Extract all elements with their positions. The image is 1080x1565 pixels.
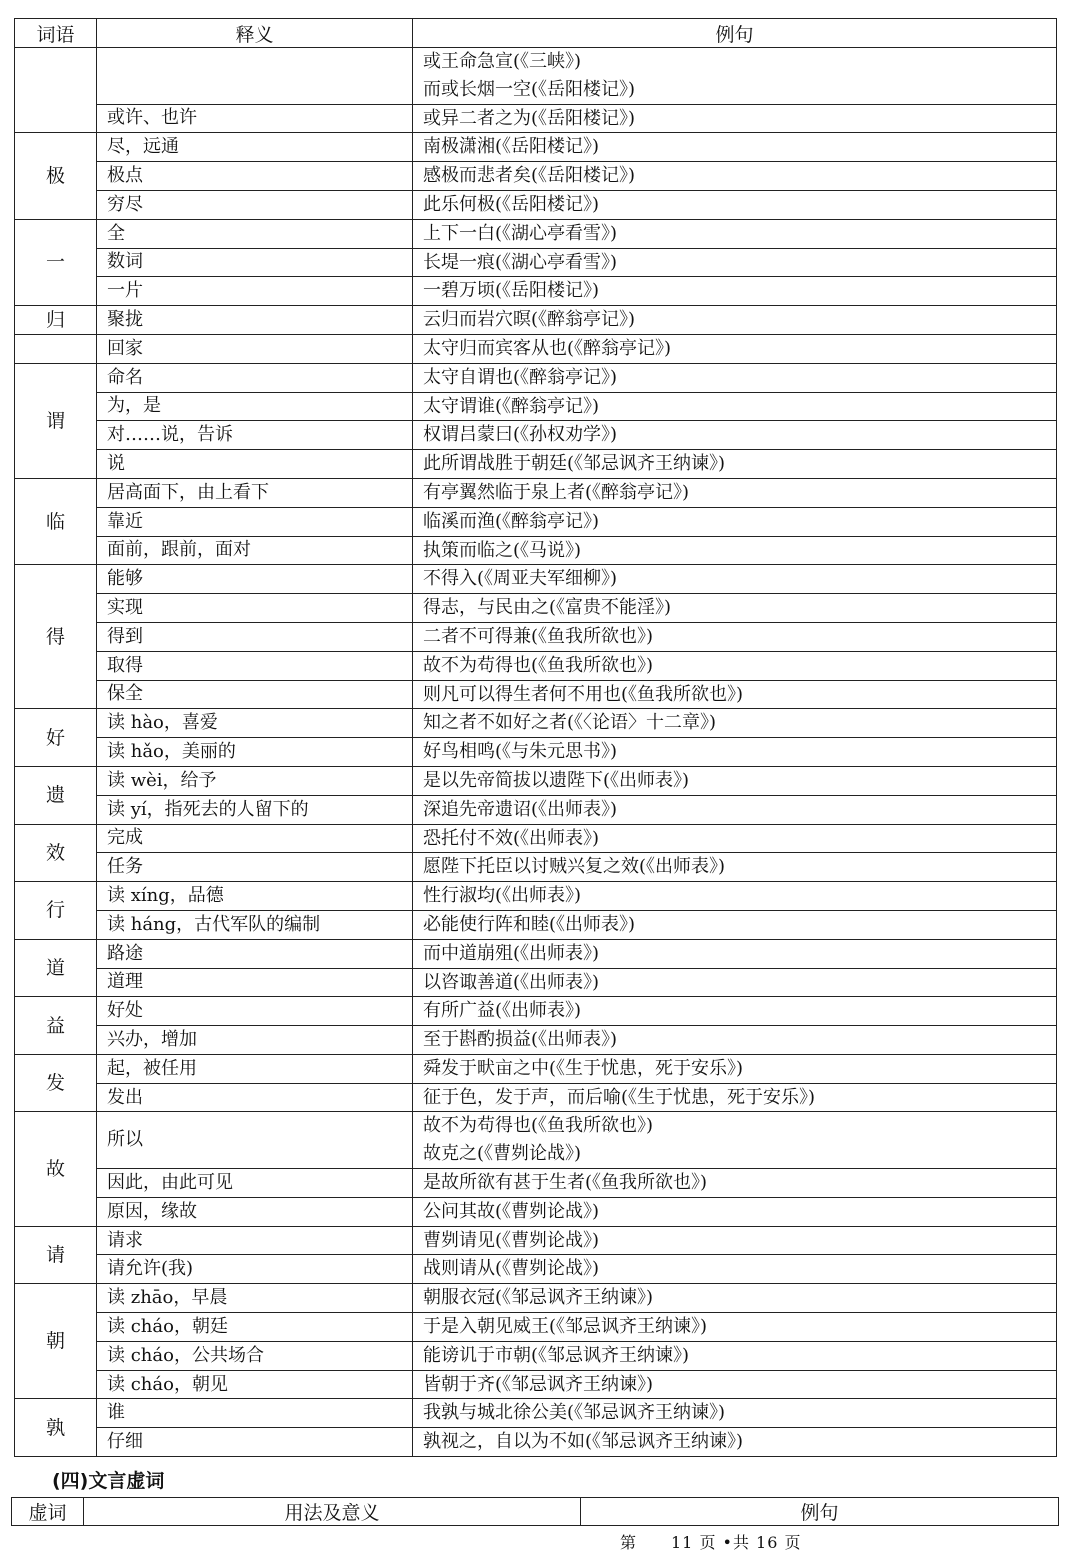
meaning-cell: 居高面下，由上看下 — [97, 478, 413, 507]
example-line: 不得入(《周亚夫军细柳》) — [423, 568, 618, 590]
table-row — [15, 1197, 1057, 1226]
example-line: 感极而悲者矣(《岳阳楼记》) — [423, 165, 636, 187]
meaning-cell: 兴办，增加 — [97, 1026, 413, 1055]
fn-header-word: 虚词 — [12, 1498, 84, 1526]
table-row — [15, 133, 1057, 162]
example-line: 太守归而宾客从也(《醉翁亭记》) — [423, 337, 672, 359]
example-line: 必能使行阵和睦(《出师表》) — [423, 913, 636, 935]
fn-header-example: 例句 — [581, 1498, 1059, 1526]
example-line: 此乐何极(《岳阳楼记》) — [423, 193, 600, 215]
meaning-cell: 起，被任用 — [97, 1054, 413, 1083]
example-cell — [413, 421, 1057, 450]
example-cell — [413, 997, 1057, 1026]
example-line: 皆朝于齐(《邹忌讽齐王纳谏》) — [423, 1373, 654, 1395]
meaning-cell: 读 cháo，朝见 — [97, 1370, 413, 1399]
meaning-cell: 取得 — [97, 651, 413, 680]
example-line: 战则请从(《曹刿论战》) — [423, 1258, 600, 1280]
table-row — [15, 507, 1057, 536]
example-line: 权谓吕蒙曰(《孙权劝学》) — [423, 424, 618, 446]
header-meaning: 释义 — [97, 19, 413, 48]
table-row — [15, 450, 1057, 479]
table-row — [15, 421, 1057, 450]
meaning-cell: 读 wèi，给予 — [97, 766, 413, 795]
word-cell: 临 — [15, 478, 97, 564]
example-cell — [413, 1054, 1057, 1083]
word-cell: 故 — [15, 1112, 97, 1226]
example-cell — [413, 680, 1057, 709]
example-cell — [413, 622, 1057, 651]
table-row — [15, 104, 1057, 133]
example-cell — [413, 1370, 1057, 1399]
fn-header-usage: 用法及意义 — [84, 1498, 581, 1526]
table-row — [15, 910, 1057, 939]
example-line: 南极潇湘(《岳阳楼记》) — [423, 136, 600, 158]
table-row — [15, 853, 1057, 882]
meaning-cell: 得到 — [97, 622, 413, 651]
meaning-cell: 读 hǎo，美丽的 — [97, 738, 413, 767]
example-cell — [413, 392, 1057, 421]
meaning-cell — [97, 48, 413, 105]
example-cell — [413, 450, 1057, 479]
example-cell — [413, 1399, 1057, 1428]
meaning-cell: 仔细 — [97, 1428, 413, 1457]
example-cell — [413, 104, 1057, 133]
table-row — [15, 738, 1057, 767]
example-line: 而或长烟一空(《岳阳楼记》) — [423, 78, 636, 100]
word-cell: 谓 — [15, 363, 97, 478]
example-cell — [413, 766, 1057, 795]
meaning-cell: 请求 — [97, 1226, 413, 1255]
table-row — [15, 392, 1057, 421]
table-row — [15, 709, 1057, 738]
meaning-cell: 读 zhāo，早晨 — [97, 1284, 413, 1313]
example-cell — [413, 1112, 1057, 1169]
word-cell: 益 — [15, 997, 97, 1055]
example-line: 故不为苟得也(《鱼我所欲也》) — [423, 654, 654, 676]
example-line: 深追先帝遗诏(《出师表》) — [423, 798, 618, 820]
meaning-cell: 极点 — [97, 162, 413, 191]
example-line: 公问其故(《曹刿论战》) — [423, 1200, 600, 1222]
meaning-cell: 说 — [97, 450, 413, 479]
example-cell — [413, 306, 1057, 335]
example-cell — [413, 824, 1057, 853]
example-line: 以咨诹善道(《出师表》) — [423, 971, 600, 993]
meaning-cell: 谁 — [97, 1399, 413, 1428]
table-row — [15, 680, 1057, 709]
word-cell: 遗 — [15, 766, 97, 824]
example-cell — [413, 1313, 1057, 1342]
example-line: 故不为苟得也(《鱼我所欲也》) — [423, 1115, 654, 1137]
table-row — [15, 997, 1057, 1026]
meaning-cell: 数词 — [97, 248, 413, 277]
meaning-cell: 读 háng，古代军队的编制 — [97, 910, 413, 939]
example-cell — [413, 248, 1057, 277]
example-cell — [413, 478, 1057, 507]
meaning-cell: 因此，由此可见 — [97, 1169, 413, 1198]
table-row — [15, 594, 1057, 623]
example-cell — [413, 968, 1057, 997]
table-row — [15, 1083, 1057, 1112]
example-cell — [413, 882, 1057, 911]
word-cell: 道 — [15, 939, 97, 997]
meaning-cell: 回家 — [97, 334, 413, 363]
example-line: 云归而岩穴暝(《醉翁亭记》) — [423, 309, 636, 331]
table-row — [15, 1341, 1057, 1370]
table-row — [15, 1226, 1057, 1255]
example-cell — [413, 910, 1057, 939]
example-line: 是以先帝简拔以遗陛下(《出师表》) — [423, 769, 690, 791]
header-word: 词语 — [15, 19, 97, 48]
table-row — [15, 939, 1057, 968]
example-cell — [413, 48, 1057, 105]
meaning-cell: 读 cháo，朝廷 — [97, 1313, 413, 1342]
example-cell — [413, 536, 1057, 565]
example-cell — [413, 162, 1057, 191]
example-cell — [413, 651, 1057, 680]
example-cell — [413, 939, 1057, 968]
meaning-cell: 读 xíng，品德 — [97, 882, 413, 911]
example-cell — [413, 334, 1057, 363]
meaning-cell: 对……说，告诉 — [97, 421, 413, 450]
word-cell — [15, 334, 97, 363]
table-row — [15, 363, 1057, 392]
table-row — [15, 1428, 1057, 1457]
table-row — [15, 1284, 1057, 1313]
table-body — [15, 48, 1057, 1457]
example-cell — [413, 1169, 1057, 1198]
table-row — [15, 1112, 1057, 1169]
table-row — [15, 968, 1057, 997]
example-cell — [413, 277, 1057, 306]
table-row — [15, 478, 1057, 507]
meaning-cell: 面前，跟前，面对 — [97, 536, 413, 565]
example-line: 故克之(《曹刿论战》) — [423, 1143, 582, 1165]
example-line: 一碧万顷(《岳阳楼记》) — [423, 280, 600, 302]
example-line: 朝服衣冠(《邹忌讽齐王纳谏》) — [423, 1287, 654, 1309]
meaning-cell: 一片 — [97, 277, 413, 306]
example-cell — [413, 594, 1057, 623]
table-row — [15, 766, 1057, 795]
word-cell: 一 — [15, 219, 97, 305]
example-cell — [413, 363, 1057, 392]
example-cell — [413, 1428, 1057, 1457]
word-cell: 效 — [15, 824, 97, 882]
meaning-cell: 请允许(我) — [97, 1255, 413, 1284]
word-cell: 行 — [15, 882, 97, 940]
meaning-cell: 为，是 — [97, 392, 413, 421]
section-title: (四)文言虚词 — [52, 1470, 165, 1492]
example-line: 执策而临之(《马说》) — [423, 539, 582, 561]
vocabulary-table — [14, 18, 1057, 1457]
example-cell — [413, 795, 1057, 824]
example-line: 有亭翼然临于泉上者(《醉翁亭记》) — [423, 481, 690, 503]
example-line: 征于色，发于声，而后喻(《生于忧患，死于安乐》) — [423, 1086, 816, 1108]
example-line: 或异二者之为(《岳阳楼记》) — [423, 107, 636, 129]
meaning-cell: 好处 — [97, 997, 413, 1026]
word-cell: 请 — [15, 1226, 97, 1284]
example-cell — [413, 709, 1057, 738]
example-line: 二者不可得兼(《鱼我所欲也》) — [423, 625, 654, 647]
meaning-cell: 全 — [97, 219, 413, 248]
table-row — [15, 190, 1057, 219]
example-cell — [413, 1284, 1057, 1313]
example-cell — [413, 1255, 1057, 1284]
example-line: 能谤讥于市朝(《邹忌讽齐王纳谏》) — [423, 1344, 690, 1366]
meaning-cell: 或许、也许 — [97, 104, 413, 133]
table-row — [15, 277, 1057, 306]
meaning-cell: 所以 — [97, 1112, 413, 1169]
meaning-cell: 任务 — [97, 853, 413, 882]
example-line: 此所谓战胜于朝廷(《邹忌讽齐王纳谏》) — [423, 453, 726, 475]
table-row — [15, 1255, 1057, 1284]
example-line: 太守谓谁(《醉翁亭记》) — [423, 395, 600, 417]
table-row — [15, 1313, 1057, 1342]
example-line: 长堤一痕(《湖心亭看雪》) — [423, 251, 618, 273]
meaning-cell: 读 cháo，公共场合 — [97, 1341, 413, 1370]
meaning-cell: 实现 — [97, 594, 413, 623]
meaning-cell: 路途 — [97, 939, 413, 968]
meaning-cell: 能够 — [97, 565, 413, 594]
example-line: 孰视之，自以为不如(《邹忌讽齐王纳谏》) — [423, 1431, 744, 1453]
example-cell — [413, 507, 1057, 536]
table-header-row — [15, 19, 1057, 48]
word-cell: 极 — [15, 133, 97, 219]
example-line: 或王命急宣(《三峡》) — [423, 51, 582, 72]
page-footer: 第 11 页 •共 16 页 — [620, 1533, 802, 1552]
meaning-cell: 发出 — [97, 1083, 413, 1112]
example-line: 性行淑均(《出师表》) — [423, 885, 582, 907]
table-row — [15, 48, 1057, 105]
example-cell — [413, 1026, 1057, 1055]
meaning-cell: 原因，缘故 — [97, 1197, 413, 1226]
word-cell: 好 — [15, 709, 97, 767]
table-row — [15, 882, 1057, 911]
meaning-cell: 聚拢 — [97, 306, 413, 335]
example-line: 曹刿请见(《曹刿论战》) — [423, 1229, 600, 1251]
example-line: 至于斟酌损益(《出师表》) — [423, 1029, 618, 1051]
meaning-cell: 保全 — [97, 680, 413, 709]
word-cell: 发 — [15, 1054, 97, 1112]
example-cell — [413, 738, 1057, 767]
example-cell — [413, 1341, 1057, 1370]
example-cell — [413, 565, 1057, 594]
meaning-cell: 读 hào，喜爱 — [97, 709, 413, 738]
meaning-cell: 道理 — [97, 968, 413, 997]
example-line: 恐托付不效(《出师表》) — [423, 827, 600, 849]
example-line: 太守自谓也(《醉翁亭记》) — [423, 366, 618, 388]
example-line: 愿陛下托臣以讨贼兴复之效(《出师表》) — [423, 856, 726, 878]
example-line: 有所广益(《出师表》) — [423, 1000, 582, 1022]
table-row — [15, 1399, 1057, 1428]
table-row — [15, 1169, 1057, 1198]
table-row — [15, 622, 1057, 651]
word-cell — [15, 48, 97, 133]
table-row — [15, 1054, 1057, 1083]
word-cell: 得 — [15, 565, 97, 709]
example-line: 而中道崩殂(《出师表》) — [423, 942, 600, 964]
table-row — [15, 162, 1057, 191]
example-cell — [413, 133, 1057, 162]
example-line: 于是入朝见威王(《邹忌讽齐王纳谏》) — [423, 1316, 708, 1338]
table-row — [15, 536, 1057, 565]
example-cell — [413, 190, 1057, 219]
word-cell: 朝 — [15, 1284, 97, 1399]
table-row — [15, 1370, 1057, 1399]
function-words-header-row — [12, 1498, 1059, 1526]
table-row — [15, 795, 1057, 824]
header-example: 例句 — [413, 19, 1057, 48]
meaning-cell: 读 yí，指死去的人留下的 — [97, 795, 413, 824]
table-row — [15, 248, 1057, 277]
example-line: 是故所欲有甚于生者(《鱼我所欲也》) — [423, 1172, 708, 1194]
example-cell — [413, 1197, 1057, 1226]
meaning-cell: 穷尽 — [97, 190, 413, 219]
example-line: 上下一白(《湖心亭看雪》) — [423, 222, 618, 244]
example-cell — [413, 1226, 1057, 1255]
meaning-cell: 命名 — [97, 363, 413, 392]
example-line: 临溪而渔(《醉翁亭记》) — [423, 510, 600, 532]
meaning-cell: 尽，远通 — [97, 133, 413, 162]
word-cell: 孰 — [15, 1399, 97, 1457]
meaning-cell: 完成 — [97, 824, 413, 853]
example-line: 得志，与民由之(《富贵不能淫》) — [423, 597, 672, 619]
word-cell: 归 — [15, 306, 97, 335]
example-line: 则凡可以得生者何不用也(《鱼我所欲也》) — [423, 683, 744, 705]
table-row — [15, 565, 1057, 594]
table-row — [15, 306, 1057, 335]
example-line: 舜发于畎亩之中(《生于忧患，死于安乐》) — [423, 1057, 744, 1079]
example-cell — [413, 853, 1057, 882]
example-line: 知之者不如好之者(《〈论语〉十二章》) — [423, 712, 717, 734]
meaning-cell: 靠近 — [97, 507, 413, 536]
function-words-table — [11, 1497, 1059, 1526]
example-line: 我孰与城北徐公美(《邹忌讽齐王纳谏》) — [423, 1402, 726, 1424]
table-row — [15, 1026, 1057, 1055]
table-row — [15, 824, 1057, 853]
example-cell — [413, 1083, 1057, 1112]
table-row — [15, 334, 1057, 363]
example-line: 好鸟相鸣(《与朱元思书》) — [423, 741, 618, 763]
table-row — [15, 219, 1057, 248]
table-row — [15, 651, 1057, 680]
example-cell — [413, 219, 1057, 248]
